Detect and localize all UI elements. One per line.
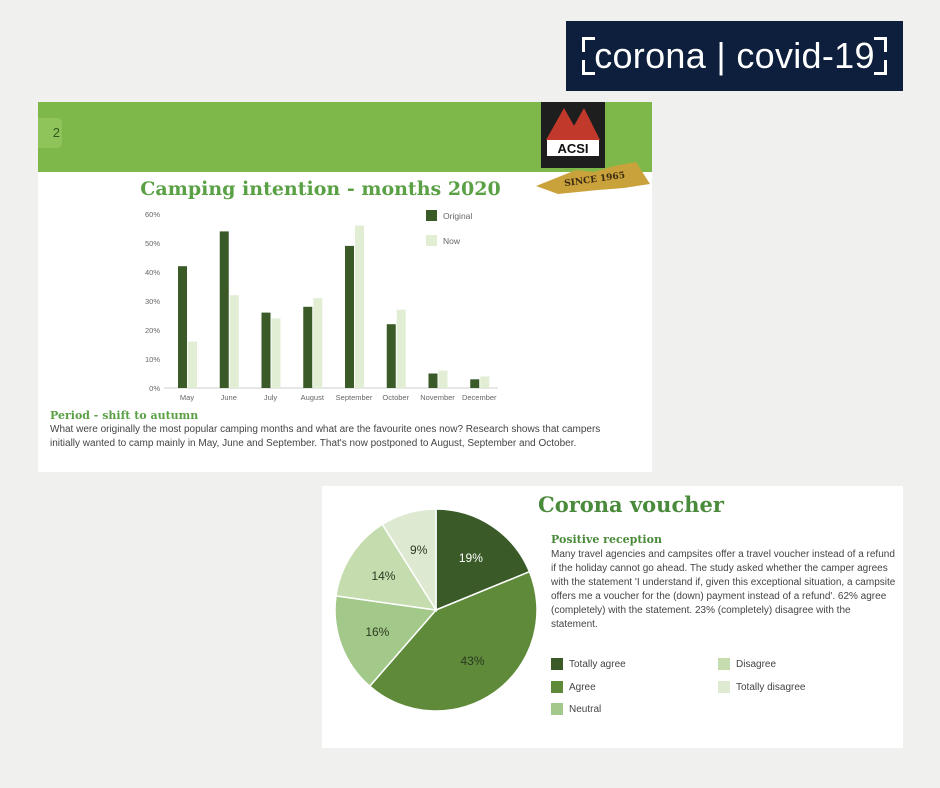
corona-covid-badge <box>566 21 903 91</box>
bar-now <box>355 226 364 388</box>
bar-chart-description: What were originally the most popular camping months and what are the favourite ones now? Research shows that campers initially wanted to camp mainly in May, June and September. That's now postponed to August, September and October. <box>50 424 601 449</box>
logo-tagline: SINCE 1965 <box>563 170 626 190</box>
legend-swatch <box>551 658 563 670</box>
x-tick-label: August <box>300 393 324 402</box>
bar-original <box>387 324 396 388</box>
legend-swatch <box>551 703 563 715</box>
y-tick-label: 10% <box>144 355 160 364</box>
y-tick-label: 30% <box>144 297 160 306</box>
bar-now <box>230 295 239 388</box>
pie-value-label: 9% <box>410 542 428 557</box>
pie-value-label: 16% <box>365 624 390 639</box>
pie-chart-description: Many travel agencies and campsites offer a travel voucher instead of a refund if the holiday cannot go ahead. The study asked whether the camper agrees with the statement 'I understand if, given this exceptional situation, a campsite offers me a voucher for the (down) payment instead of a refund'. 62% agree (completely) with the statement. 23% (completely) disagree with the statement. <box>551 549 896 630</box>
pie-legend-item <box>551 658 626 670</box>
y-tick-label: 60% <box>144 210 160 219</box>
camping-intention-slide <box>38 102 652 472</box>
bar-original <box>303 307 312 388</box>
logo-name: ACSI <box>557 141 589 156</box>
pie-value-label: 14% <box>371 568 396 583</box>
pie-legend-item <box>718 681 805 693</box>
legend-label: Agree <box>569 681 596 693</box>
bracket-bottom-right <box>874 60 887 75</box>
x-tick-label: June <box>220 393 237 402</box>
legend-swatch <box>718 681 730 693</box>
pie-value-label: 19% <box>458 551 483 566</box>
bracket-top-left <box>582 37 595 52</box>
bar-original <box>220 231 229 388</box>
bar-original <box>345 246 354 388</box>
bar-original <box>470 379 479 388</box>
pie-chart-title: Corona voucher <box>538 492 724 517</box>
pie-legend-item <box>718 658 776 670</box>
pie-legend-item <box>551 703 601 715</box>
bar-chart <box>38 102 652 407</box>
legend-swatch <box>426 235 437 246</box>
legend-label: Totally disagree <box>736 681 806 693</box>
bar-now <box>272 318 281 388</box>
bar-original <box>178 266 187 388</box>
pie-legend-item <box>551 681 596 693</box>
bar-now <box>188 342 197 388</box>
x-tick-label: November <box>420 393 455 402</box>
page-number: 2 <box>38 118 62 148</box>
bar-original <box>429 374 438 389</box>
legend-label: Disagree <box>736 658 777 670</box>
badge-text: corona | covid-19 <box>594 35 875 76</box>
bar-now <box>439 371 448 388</box>
bar-now <box>313 298 322 388</box>
y-tick-label: 40% <box>144 268 160 277</box>
pie-chart-subtitle: Positive reception <box>551 533 662 546</box>
bracket-bottom-left <box>582 60 595 75</box>
pie-value-label: 43% <box>460 653 485 668</box>
x-tick-label: September <box>335 393 373 402</box>
bracket-top-right <box>874 37 887 52</box>
legend-label: Totally agree <box>569 658 626 670</box>
acsi-logo <box>536 102 650 194</box>
x-tick-label: October <box>382 393 410 402</box>
bar-now <box>480 376 489 388</box>
legend-swatch <box>718 658 730 670</box>
y-tick-label: 0% <box>149 384 160 393</box>
x-tick-label: July <box>263 393 278 402</box>
x-tick-label: May <box>179 393 195 402</box>
legend-label: Neutral <box>569 703 602 715</box>
bar-chart-subtitle: Period - shift to autumn <box>50 409 199 422</box>
y-tick-label: 20% <box>144 326 160 335</box>
legend-label: Now <box>443 236 461 246</box>
legend-swatch <box>426 210 437 221</box>
y-tick-label: 50% <box>144 239 160 248</box>
x-tick-label: December <box>461 393 497 402</box>
bar-chart-title: Camping intention - months 2020 <box>140 178 501 200</box>
bar-now <box>397 310 406 388</box>
legend-label: Original <box>443 211 473 221</box>
pie-chart <box>322 486 552 748</box>
bar-original <box>262 313 271 388</box>
corona-voucher-slide <box>322 486 903 748</box>
legend-swatch <box>551 681 563 693</box>
